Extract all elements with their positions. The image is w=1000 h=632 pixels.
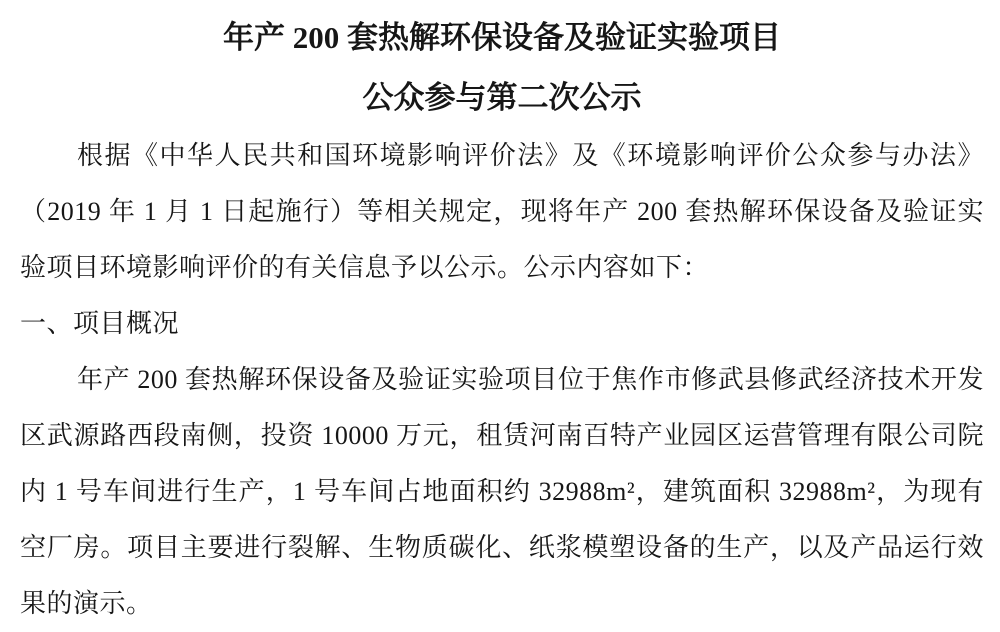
paragraph-legal-basis: 根据《中华人民共和国环境影响评价法》及《环境影响评价公众参与办法》（2019 年 1 月 1 日起施行）等相关规定，现将年产 200 套热解环保设备及验证实验项目环境影响评价的有关信息予以公示。公示内容如下：: [20, 141, 984, 282]
document-title-line-1: 年产 200 套热解环保设备及验证实验项目: [223, 20, 781, 55]
section-heading-project-overview: 一、项目概况: [20, 309, 180, 338]
document-title: [20, 8, 984, 128]
document-title-line-2: 公众参与第二次公示: [362, 80, 642, 115]
paragraph-project-overview: 年产 200 套热解环保设备及验证实验项目位于焦作市修武县修武经济技术开发区武源路西段南侧，投资 10000 万元，租赁河南百特产业园区运营管理有限公司院内 1 号车间进行生产，1 号车间占地面积约 32988m²，建筑面积 32988m²，为现有空厂房。项目主要进行裂解、生物质碳化、纸浆模塑设备的生产，以及产品运行效果的演示。: [20, 365, 984, 618]
